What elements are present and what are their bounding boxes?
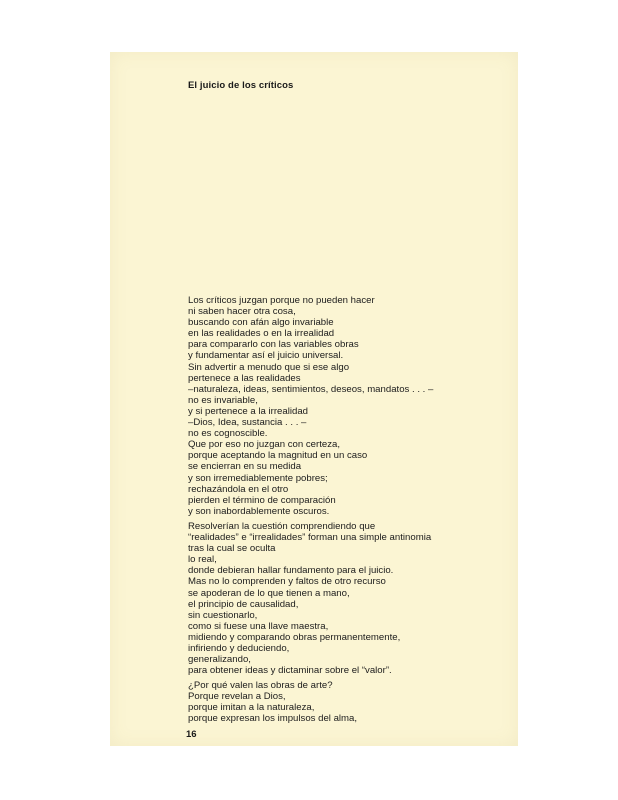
- verse-line: en las realidades o en la irrealidad: [188, 328, 335, 340]
- verse-line: midiendo y comparando obras permanentemente,: [188, 631, 401, 643]
- verse-line: ¿Por qué valen las obras de arte?: [188, 680, 333, 691]
- verse-line: infiriendo y deduciendo,: [188, 643, 290, 655]
- poem-title: El juicio de los críticos: [188, 80, 294, 91]
- verse-line: rechazándola en el otro: [188, 483, 289, 495]
- stanza-3: [188, 680, 357, 724]
- verse-line: porque expresan los impulsos del alma,: [188, 713, 358, 725]
- verse-line: el principio de causalidad,: [188, 598, 299, 610]
- verse-line: Mas no lo comprenden y faltos de otro recurso: [188, 576, 386, 588]
- verse-line: lo real,: [188, 554, 217, 566]
- stanza-2: [188, 521, 431, 676]
- verse-line: y son irremediablemente pobres;: [188, 472, 328, 484]
- page-number: 16: [186, 729, 197, 740]
- verse-line: Sin advertir a menudo que si ese algo: [188, 361, 350, 373]
- verse-line: –naturaleza, ideas, sentimientos, deseos, mandatos . . . –: [188, 383, 434, 395]
- verse-line: se encierran en su medida: [188, 461, 302, 473]
- verse-line: tras la cual se oculta: [188, 543, 276, 555]
- verse-line: Resolverían la cuestión comprendiendo que: [188, 521, 376, 532]
- verse-line: sin cuestionarlo,: [188, 609, 258, 621]
- verse-line: Porque revelan a Dios,: [188, 691, 286, 703]
- verse-line: –Dios, Idea, sustancia . . . –: [188, 417, 307, 429]
- verse-line: no es cognoscible.: [188, 428, 268, 440]
- verse-line: buscando con afán algo invariable: [188, 317, 334, 329]
- verse-line: para compararlo con las variables obras: [188, 339, 359, 351]
- verse-line: ni saben hacer otra cosa,: [188, 306, 296, 318]
- verse-line: para obtener ideas y dictaminar sobre el “valor”.: [188, 665, 392, 677]
- verse-line: generalizando,: [188, 654, 251, 666]
- verse-line: no es invariable,: [188, 394, 258, 406]
- verse-line: y son inabordablemente oscuros.: [188, 505, 330, 517]
- verse-line: pierden el término de comparación: [188, 494, 336, 506]
- verse-line: “realidades” e “irrealidades” forman una simple antinomia: [188, 532, 432, 544]
- verse-line: donde debieran hallar fundamento para el juicio.: [188, 565, 394, 577]
- verse-line: porque imitan a la naturaleza,: [188, 702, 315, 714]
- stanza-1: [188, 295, 433, 517]
- verse-line: Los críticos juzgan porque no pueden hacer: [188, 295, 375, 306]
- verse-line: y fundamentar así el juicio universal.: [188, 350, 344, 362]
- book-page: [110, 52, 518, 746]
- verse-line: como si fuese una llave maestra,: [188, 620, 329, 632]
- verse-line: porque aceptando la magnitud en un caso: [188, 450, 368, 462]
- verse-line: y si pertenece a la irrealidad: [188, 405, 308, 417]
- verse-line: se apoderan de lo que tienen a mano,: [188, 587, 350, 599]
- verse-line: pertenece a las realidades: [188, 372, 301, 384]
- verse-line: Que por eso no juzgan con certeza,: [188, 439, 340, 451]
